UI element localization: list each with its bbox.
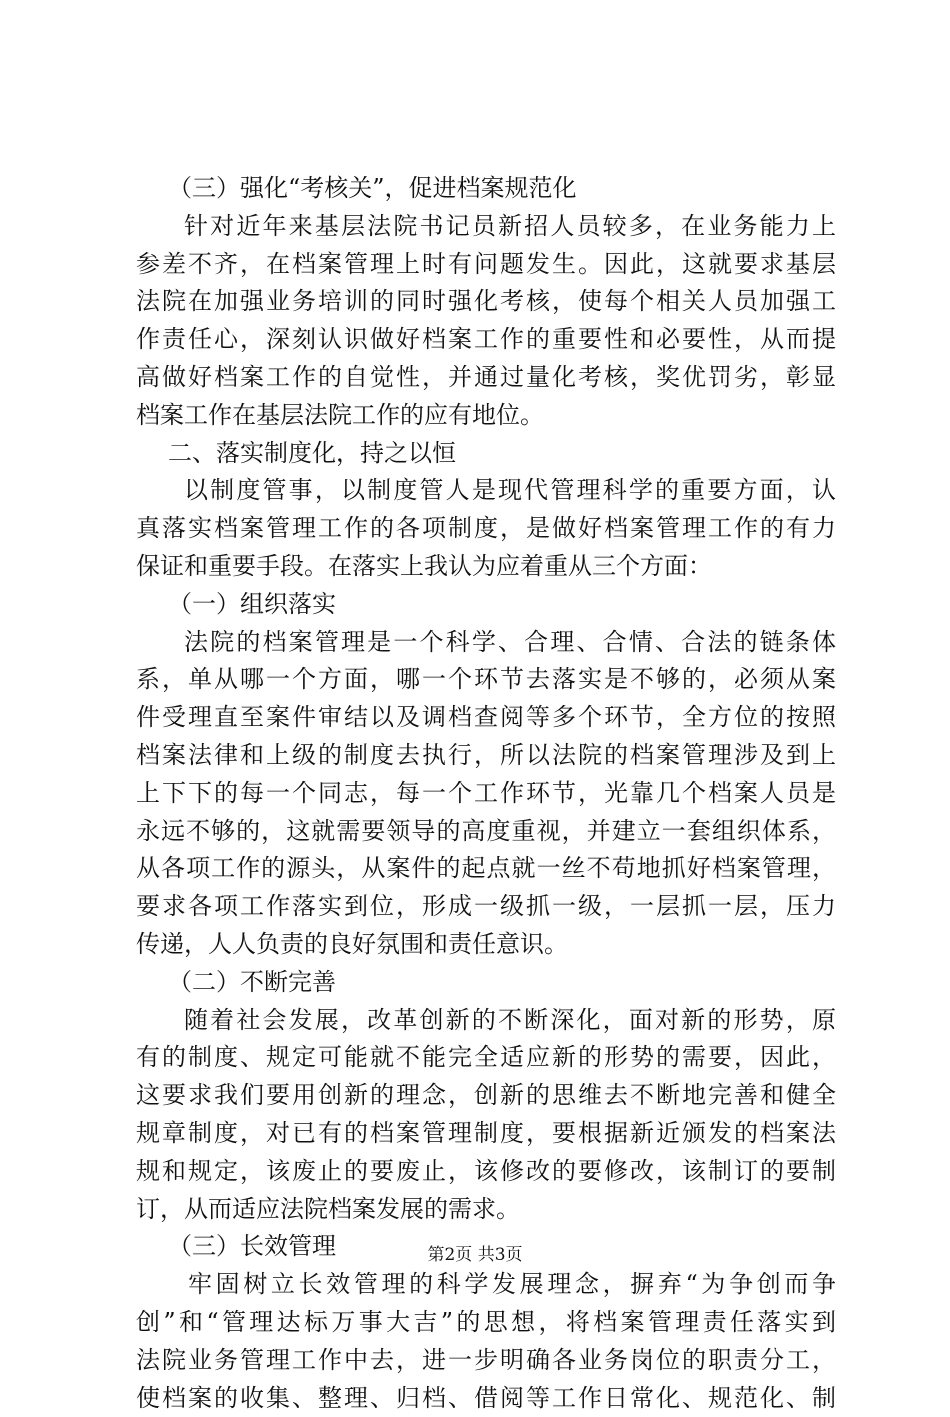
text-line: 系，单从哪一个方面，哪一个环节去落实是不够的，必须从案 <box>136 661 836 699</box>
subsection-heading: （三）长效管理 <box>136 1228 836 1266</box>
text-line: 针对近年来基层法院书记员新招人员较多，在业务能力上 <box>136 208 836 246</box>
text-line: 使档案的收集、整理、归档、借阅等工作日常化、规范化、制 <box>136 1380 836 1417</box>
text-line: 以制度管事，以制度管人是现代管理科学的重要方面，认 <box>136 472 836 510</box>
text-line: 作责任心，深刻认识做好档案工作的重要性和必要性，从而提 <box>136 321 836 359</box>
text-line: 保证和重要手段。在落实上我认为应着重从三个方面： <box>136 548 836 586</box>
text-line: 这要求我们要用创新的理念，创新的思维去不断地完善和健全 <box>136 1077 836 1115</box>
subsection-heading: （二）不断完善 <box>136 964 836 1002</box>
subsection-heading: （一）组织落实 <box>136 586 836 624</box>
text-line: 真落实档案管理工作的各项制度，是做好档案管理工作的有力 <box>136 510 836 548</box>
text-line: 订，从而适应法院档案发展的需求。 <box>136 1191 836 1229</box>
text-line: 要求各项工作落实到位，形成一级抓一级，一层抓一层，压力 <box>136 888 836 926</box>
text-line: 规章制度，对已有的档案管理制度，要根据新近颁发的档案法 <box>136 1115 836 1153</box>
text-line: 从各项工作的源头，从案件的起点就一丝不苟地抓好档案管理， <box>136 850 836 888</box>
text-line: 档案法律和上级的制度去执行，所以法院的档案管理涉及到上 <box>136 737 836 775</box>
text-line: 牢固树立长效管理的科学发展理念，摒弃“为争创而争 <box>136 1266 836 1304</box>
section-heading: 二、落实制度化，持之以恒 <box>136 435 836 473</box>
text-line: 永远不够的，这就需要领导的高度重视，并建立一套组织体系， <box>136 813 836 851</box>
text-line: 法院的档案管理是一个科学、合理、合情、合法的链条体 <box>136 624 836 662</box>
page-footer: 第2页 共3页 <box>0 1240 950 1265</box>
text-line: 件受理直至案件审结以及调档查阅等多个环节，全方位的按照 <box>136 699 836 737</box>
text-line: 法院业务管理工作中去，进一步明确各业务岗位的职责分工， <box>136 1342 836 1380</box>
text-line: 上下下的每一个同志，每一个工作环节，光靠几个档案人员是 <box>136 775 836 813</box>
text-line: （三）强化“考核关”，促进档案规范化 <box>136 170 836 208</box>
text-line: 传递，人人负责的良好氛围和责任意识。 <box>136 926 836 964</box>
text-line: 随着社会发展，改革创新的不断深化，面对新的形势，原 <box>136 1002 836 1040</box>
text-line: 档案工作在基层法院工作的应有地位。 <box>136 397 836 435</box>
text-line: 有的制度、规定可能就不能完全适应新的形势的需要，因此， <box>136 1039 836 1077</box>
text-line: 参差不齐，在档案管理上时有问题发生。因此，这就要求基层 <box>136 246 836 284</box>
text-line: 创”和“管理达标万事大吉”的思想，将档案管理责任落实到 <box>136 1304 836 1342</box>
text-line: 高做好档案工作的自觉性，并通过量化考核，奖优罚劣，彰显 <box>136 359 836 397</box>
text-line: 法院在加强业务培训的同时强化考核，使每个相关人员加强工 <box>136 283 836 321</box>
text-line: 规和规定，该废止的要废止，该修改的要修改，该制订的要制 <box>136 1153 836 1191</box>
document-body <box>136 170 836 1417</box>
